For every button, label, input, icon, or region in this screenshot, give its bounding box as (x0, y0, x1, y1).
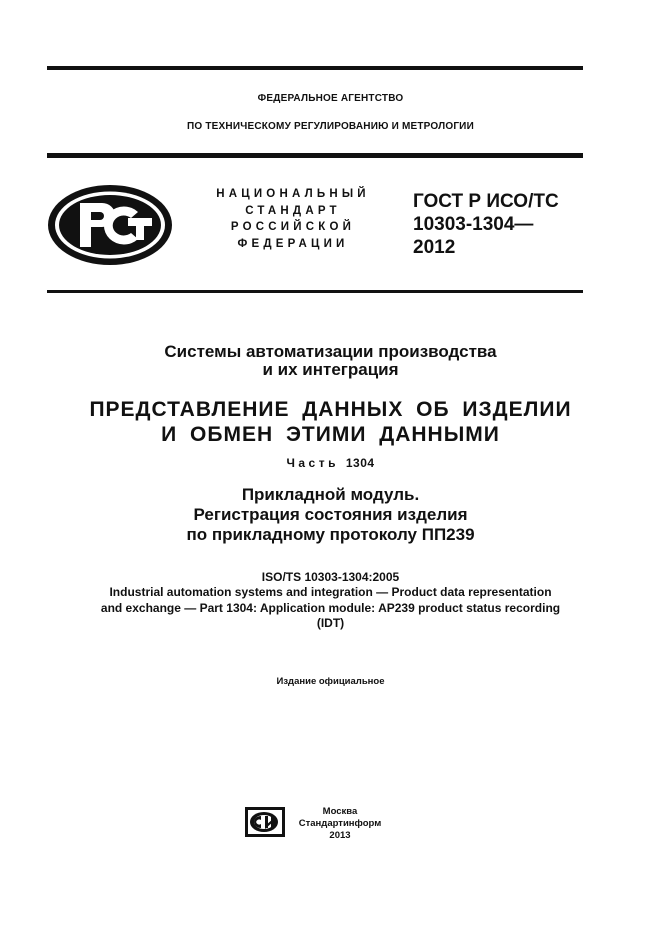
standard-rule (47, 290, 583, 293)
gost-line-2: 10303-1304— (413, 214, 534, 235)
idt-label: (IDT) (316, 616, 345, 630)
national-line: ФЕДЕРАЦИИ (237, 237, 349, 250)
national-line: СТАНДАРТ (245, 204, 341, 217)
part-word: Часть (286, 456, 339, 470)
publisher-year: 2013 (329, 830, 351, 841)
main-title-line-1: ПРЕДСТАВЛЕНИЕ ДАННЫХ ОБ ИЗДЕЛИИ (89, 398, 572, 421)
gost-line-3: 2012 (413, 237, 456, 258)
title-line-2: и их интеграция (262, 360, 399, 379)
subtitle-line-2: Регистрация состояния изделия (193, 505, 468, 524)
iso-reference: ISO/TS 10303-1304:2005 (261, 570, 400, 584)
agency-line-2: ПО ТЕХНИЧЕСКОМУ РЕГУЛИРОВАНИЮ И МЕТРОЛОГИИ (187, 121, 474, 132)
national-line: НАЦИОНАЛЬНЫЙ (216, 188, 370, 200)
national-line: РОССИЙСКОЙ (230, 221, 356, 233)
part-label (0, 456, 661, 470)
title-line-1: Системы автоматизации производства (164, 342, 497, 361)
gost-emblem-icon (46, 183, 174, 267)
top-rule (47, 66, 583, 70)
publisher-block (290, 806, 390, 842)
english-title-line-2: and exchange — Part 1304: Application module: AP239 product status recording (100, 601, 561, 615)
header-rule (47, 153, 583, 158)
main-title-line-2: И ОБМЕН ЭТИМИ ДАННЫМИ (161, 423, 500, 446)
english-title-line-1: Industrial automation systems and integration — Product data representation (109, 585, 552, 599)
agency-line-1: ФЕДЕРАЛЬНОЕ АГЕНТСТВО (257, 93, 404, 104)
gost-designation (413, 190, 559, 259)
part-number: 1304 (345, 456, 375, 470)
publisher-name: Стандартинформ (298, 818, 382, 829)
subtitle-line-3: по прикладному протоколу ПП239 (186, 525, 475, 544)
gost-line-1: ГОСТ Р ИСО/ТС (413, 191, 559, 212)
edition-label: Издание официальное (276, 676, 385, 687)
subtitle-line-1: Прикладной модуль. (241, 485, 420, 504)
national-standard-label (200, 186, 386, 252)
standartinform-logo-icon (245, 807, 285, 837)
publisher-city: Москва (322, 806, 358, 817)
